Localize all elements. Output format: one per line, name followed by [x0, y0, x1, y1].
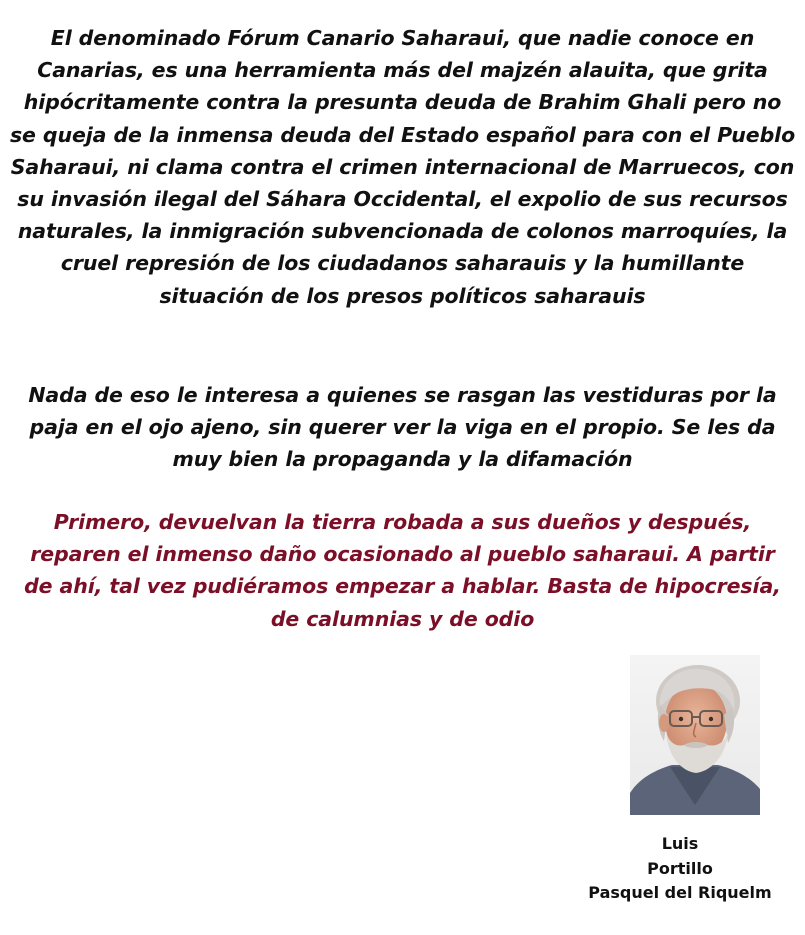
- author-first-name: Luis: [661, 834, 699, 853]
- article-paragraph-1: El denominado Fórum Canario Saharaui, que nadie conoce en Canarias, es una herramienta más del majzén alauita, que grita hipócritamente contra la presunta deuda de Brahim Ghali pero no se queja de la inmensa deuda del Estado español para con el Pueblo Saharaui, ni clama contra el crimen internacional de Marruecos, con su invasión ilegal del Sáhara Occidental, el expolio de sus recursos naturales, la inmigración subvencionada de colonos marroquíes, la cruel represión de los ciudadanos saharauis y la humillante situación de los presos políticos saharauis: [9, 26, 796, 308]
- article-paragraph-2: Nada de eso le interesa a quienes se rasgan las vestiduras por la paja en el ojo ajeno, sin querer ver la viga en el propio. Se les da muy bien la propaganda y la difamación: [28, 383, 777, 472]
- author-portrait: [630, 655, 760, 815]
- author-middle-name: Portillo: [647, 858, 713, 878]
- author-surname: Pasquel del Riquelm: [588, 883, 772, 902]
- article-paragraph-closing: Primero, devuelvan la tierra robada a sus dueños y después, reparen el inmenso daño ocasionado al pueblo saharaui. A partir de ahí, tal vez pudiéramos empezar a hablar. Basta de hipocresía, de calumnias y de odio: [24, 510, 781, 631]
- author-signature: [560, 832, 800, 906]
